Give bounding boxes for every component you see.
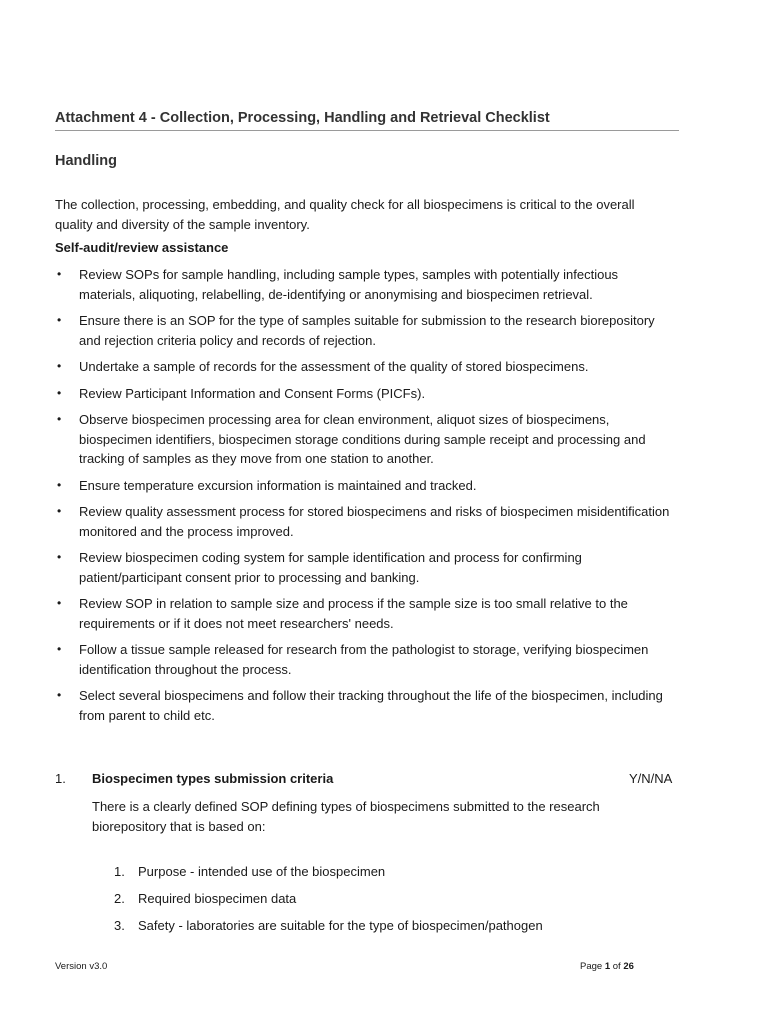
bullet-dot-icon: • [57, 313, 62, 327]
footer-version: Version v3.0 [55, 961, 108, 972]
criteria-item: 1. Purpose - intended use of the biospecimen [114, 864, 386, 879]
bullet-dot-icon: • [57, 550, 62, 564]
bullet-item: • Review SOPs for sample handling, including sample types, samples with potentially infectious materials, aliquoting, relabelling, de-identifying or anonymising and biospecimen retrieval. [57, 267, 619, 302]
criteria-item: 2. Required biospecimen data [114, 891, 297, 906]
bullet-item: • Review biospecimen coding system for sample identification and process for confirming patient/participant consent prior to processing and banking. [57, 550, 582, 585]
bullet-dot-icon: • [57, 688, 62, 702]
bullet-item: • Undertake a sample of records for the assessment of the quality of stored biospecimens. [55, 357, 675, 377]
checklist-item-description: There is a clearly defined SOP defining types of biospecimens submitted to the research biorepository that is based on: [92, 799, 600, 834]
bullet-item: • Select several biospecimens and follow their tracking throughout the life of the biospecimen, including from parent to child etc. [57, 688, 663, 723]
response-options: Y/N/NA [629, 771, 673, 786]
bullet-item: • Ensure temperature excursion information is maintained and tracked. [55, 476, 675, 496]
bullet-dot-icon: • [57, 642, 62, 656]
bullet-item: • Review Participant Information and Consent Forms (PICFs). [55, 384, 675, 404]
footer-page-number: Page 1 of 26 [580, 961, 634, 972]
bullet-dot-icon: • [57, 359, 62, 373]
section-heading: Handling [55, 153, 118, 169]
bullet-item: • Follow a tissue sample released for research from the pathologist to storage, verifying biospecimen identification throughout the process. [57, 642, 649, 677]
bullet-item: • Review SOP in relation to sample size and process if the sample size is too small relative to the requirements or if it does not meet researchers' needs. [57, 596, 628, 631]
bullet-item: • Ensure there is an SOP for the type of samples suitable for submission to the research biorepository and rejection criteria policy and records of rejection. [57, 313, 655, 348]
bullet-dot-icon: • [57, 596, 62, 610]
bullet-dot-icon: • [57, 267, 62, 281]
bullet-dot-icon: • [57, 504, 62, 518]
criteria-item: 3. Safety - laboratories are suitable for the type of biospecimen/pathogen [114, 918, 543, 933]
intro-paragraph: The collection, processing, embedding, and quality check for all biospecimens is critical to the overall quality and diversity of the sample inventory. [55, 197, 635, 232]
review-bullet-list [55, 265, 675, 732]
bullet-dot-icon: • [57, 412, 62, 426]
criteria-list [114, 862, 654, 943]
bullet-dot-icon: • [57, 477, 62, 492]
checklist-item-title: Biospecimen types submission criteria [92, 771, 334, 786]
self-audit-heading: Self-audit/review assistance [55, 240, 229, 255]
document-title: Attachment 4 - Collection, Processing, Handling and Retrieval Checklist [55, 110, 679, 131]
bullet-item: • Observe biospecimen processing area for clean environment, aliquot sizes of biospecimens, biospecimen identifiers, biospecimen storage conditions during sample receipt and processing and tracking of samples as they move from one station to another. [57, 412, 646, 466]
bullet-item: • Review quality assessment process for stored biospecimens and risks of biospecimen misidentification monitored and the process improved. [57, 504, 670, 539]
bullet-dot-icon: • [57, 385, 62, 400]
checklist-item-number: 1. [55, 771, 66, 786]
